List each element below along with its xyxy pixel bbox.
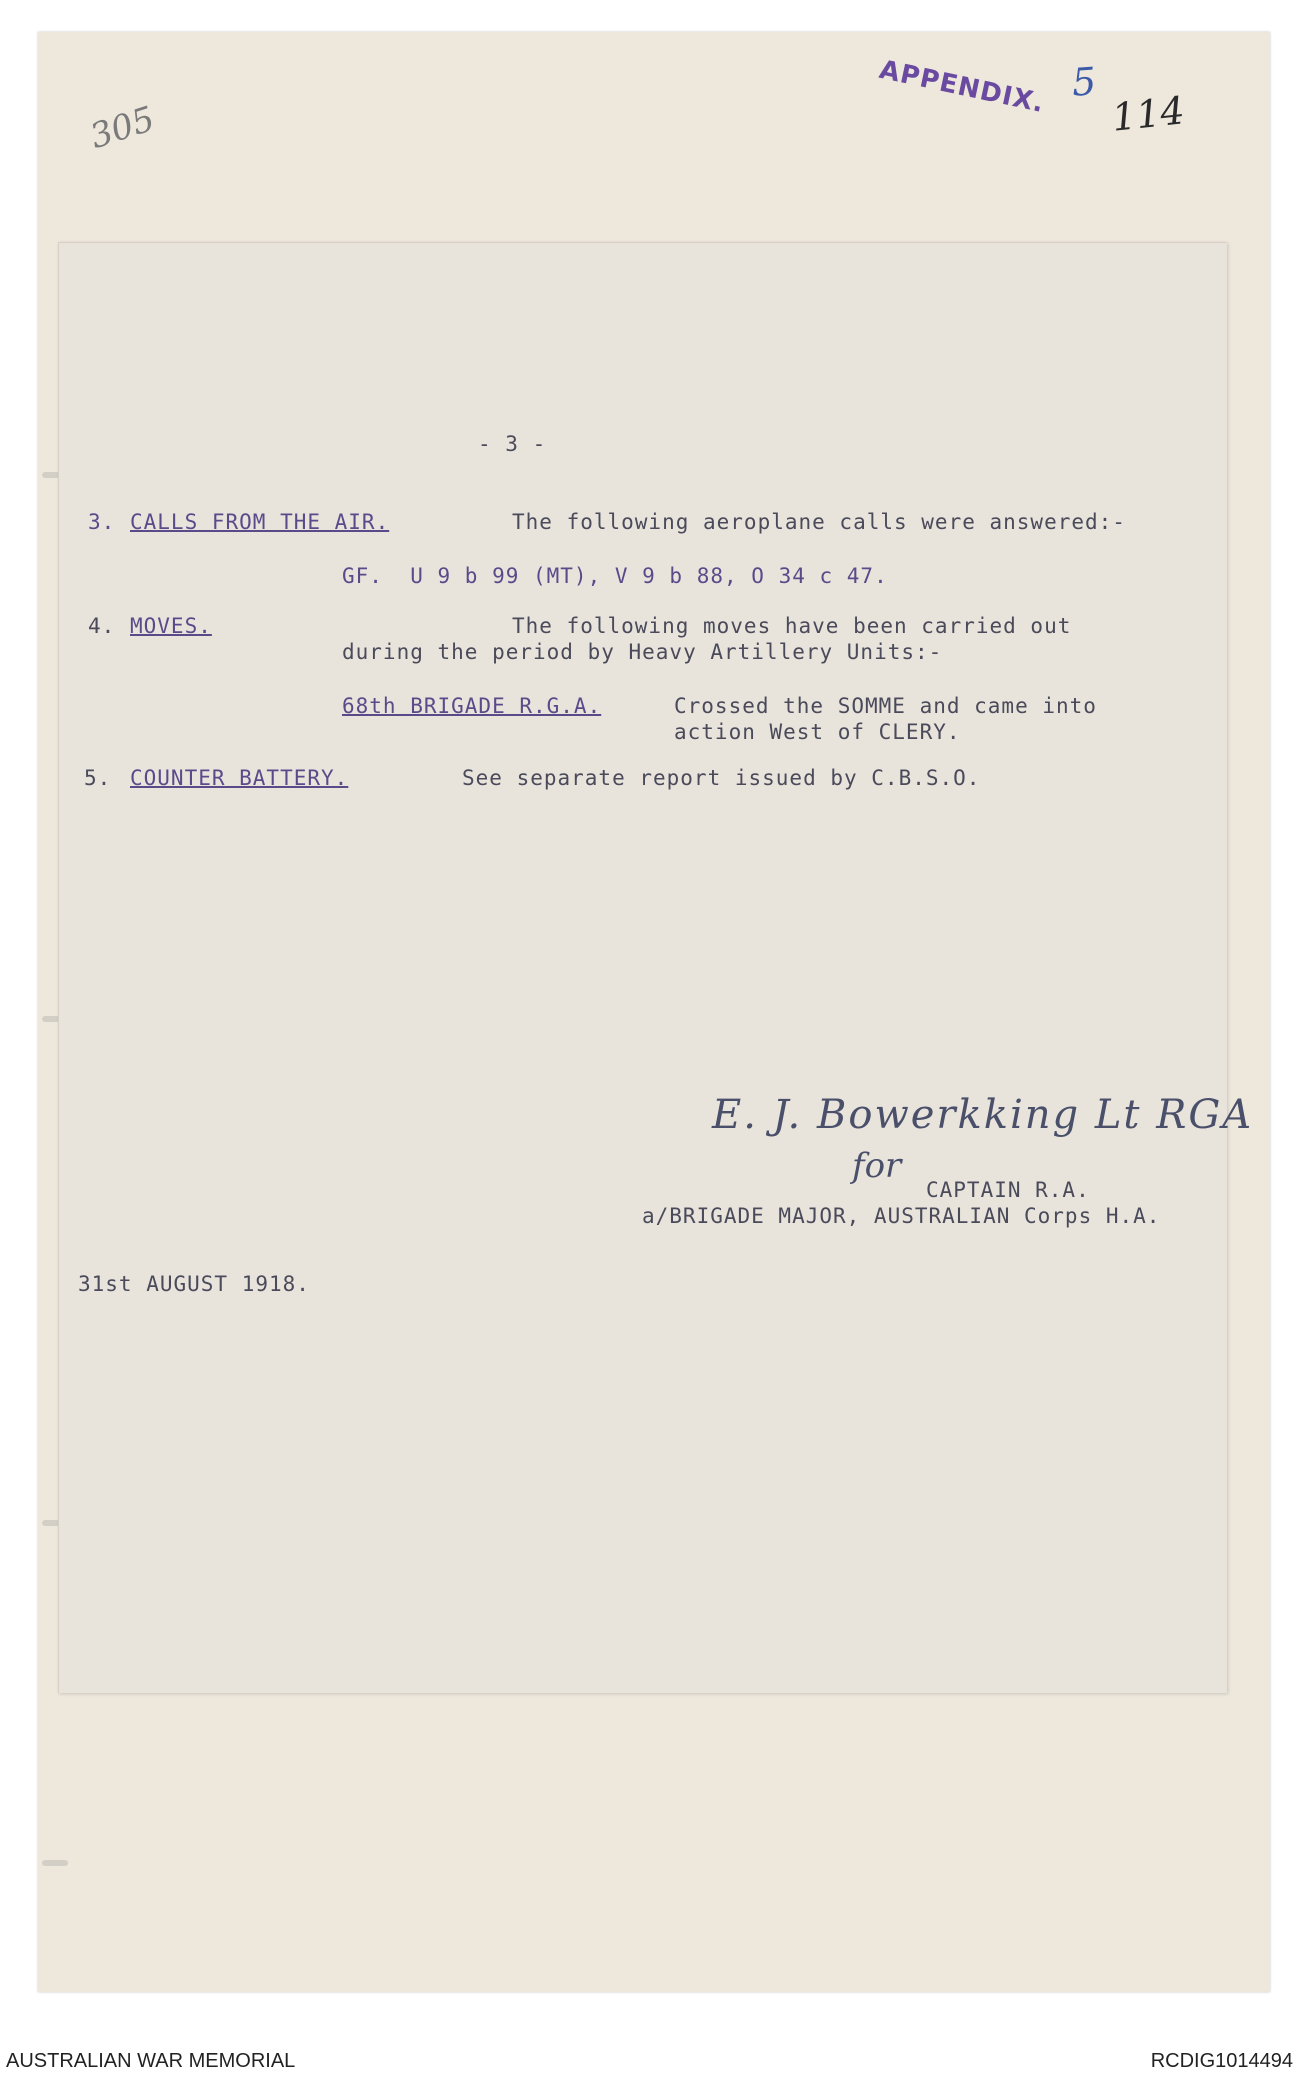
binding-mark <box>42 1860 68 1866</box>
handwritten-signature: E. J. Bowerkking Lt RGA <box>712 1092 1254 1138</box>
section-text: The following aeroplane calls were answered:- <box>512 510 1126 534</box>
unit-heading: 68th BRIGADE R.G.A. <box>342 694 602 718</box>
archive-reference: RCDIG1014494 <box>1150 2050 1293 2072</box>
signatory-title: a/BRIGADE MAJOR, AUSTRALIAN Corps H.A. <box>642 1204 1161 1228</box>
section-heading: CALLS FROM THE AIR. <box>130 510 390 534</box>
pencil-page-mark: 305 <box>85 98 160 158</box>
handwritten-for: for <box>852 1146 902 1186</box>
section-heading: COUNTER BATTERY. <box>130 766 349 790</box>
document-date: 31st AUGUST 1918. <box>78 1272 310 1296</box>
section-number: 3. <box>88 510 116 534</box>
archive-name: AUSTRALIAN WAR MEMORIAL <box>6 2050 296 2072</box>
unit-text-line: Crossed the SOMME and came into <box>674 694 1097 718</box>
appendix-stamp: APPENDIX. <box>876 54 1048 120</box>
unit-text-line: action West of CLERY. <box>674 720 961 744</box>
section-number: 5. <box>84 766 112 790</box>
signatory-rank: CAPTAIN R.A. <box>926 1178 1090 1202</box>
section-text-line: during the period by Heavy Artillery Units:- <box>342 640 943 664</box>
page-number: - 3 - <box>478 432 547 456</box>
handwritten-ref-number: 114 <box>1109 88 1187 140</box>
handwritten-ref-sub: 5 <box>1070 59 1098 105</box>
section-heading: MOVES. <box>130 614 212 638</box>
section-text-line: The following moves have been carried out <box>512 614 1072 638</box>
section-text: See separate report issued by C.B.S.O. <box>462 766 981 790</box>
grid-references: GF. U 9 b 99 (MT), V 9 b 88, O 34 c 47. <box>342 564 888 588</box>
document-sheet <box>58 242 1227 1693</box>
section-number: 4. <box>88 614 116 638</box>
